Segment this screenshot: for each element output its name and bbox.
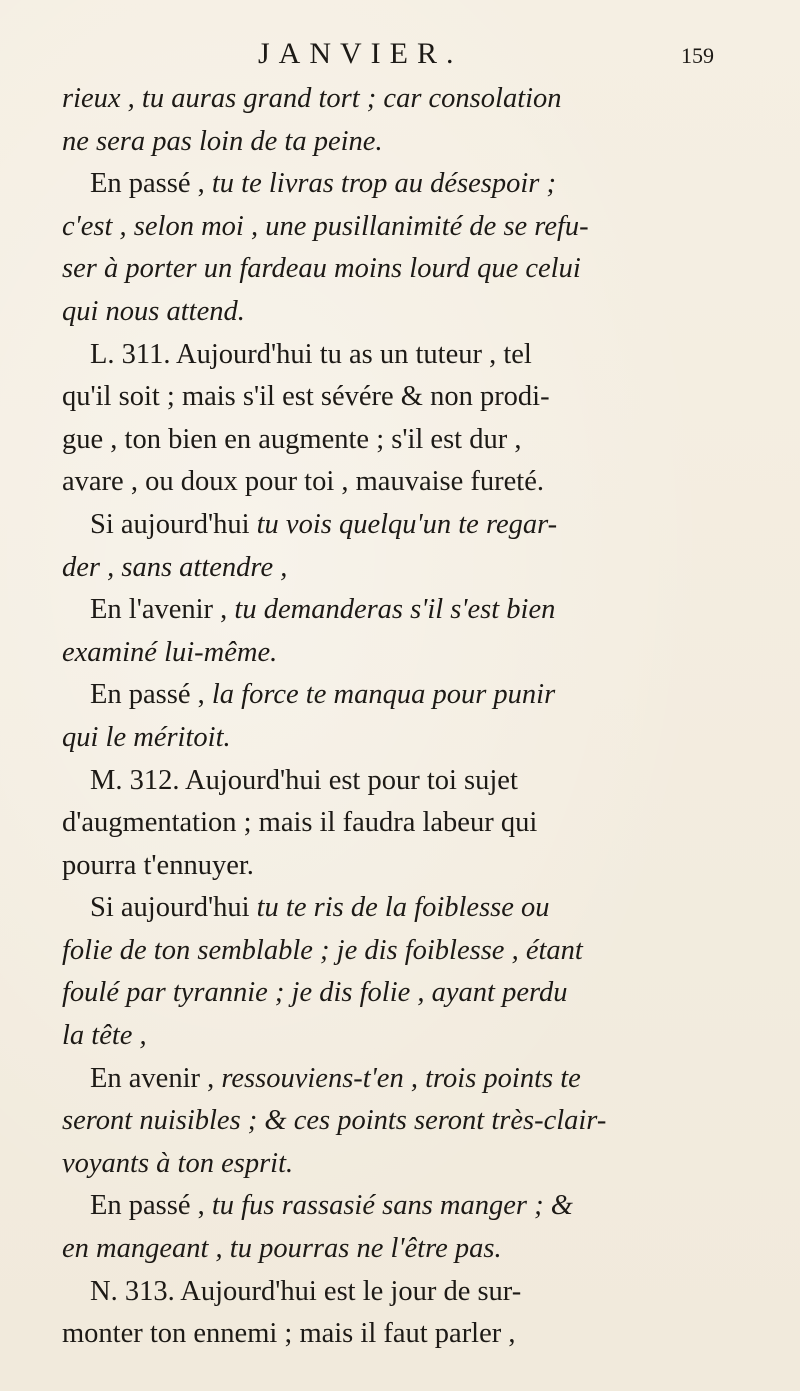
text-line — [62, 334, 742, 377]
text-line — [62, 1015, 742, 1058]
text-run: en mangeant , tu pourras ne l'être pas. — [62, 1233, 502, 1265]
text-run: gue , ton bien en augmente ; s'il est dur , — [62, 423, 522, 455]
text-line — [62, 461, 742, 504]
text-run: la force te manqua pour punir — [211, 679, 556, 711]
text-run: L. 311. Aujourd'hui tu as un tuteur , tel — [90, 338, 532, 370]
text-run: qui le méritoit. — [62, 721, 231, 753]
text-run: En l'avenir , — [90, 594, 235, 626]
text-run: avare , ou doux pour toi , mauvaise fureté. — [62, 466, 544, 498]
page-number: 159 — [681, 43, 714, 68]
text-line — [62, 376, 742, 419]
text-line — [62, 163, 742, 206]
text-run: ser à porter un fardeau moins lourd que celui — [62, 253, 581, 285]
text-run: N. 313. Aujourd'hui est le jour de sur- — [90, 1275, 522, 1307]
text-line — [62, 547, 742, 590]
text-run: c'est , selon moi , une pusillanimité de se refu- — [62, 210, 589, 242]
text-run: monter ton ennemi ; mais il faut parler , — [62, 1318, 516, 1350]
text-run: voyants à ton esprit. — [62, 1147, 294, 1179]
text-line — [62, 248, 742, 291]
text-line — [62, 121, 742, 164]
text-run: qui nous attend. — [62, 295, 245, 327]
text-line — [62, 291, 742, 334]
body-text — [62, 78, 742, 1356]
text-line — [62, 78, 742, 121]
text-line — [62, 760, 742, 803]
text-run: En avenir , — [90, 1062, 222, 1094]
text-line — [62, 589, 742, 632]
text-line — [62, 674, 742, 717]
text-run: M. 312. Aujourd'hui est pour toi sujet — [90, 764, 518, 796]
text-run: la tête , — [62, 1020, 147, 1052]
text-run: pourra t'ennuyer. — [62, 849, 254, 881]
text-run: d'augmentation ; mais il faudra labeur qui — [62, 807, 538, 839]
text-line — [62, 206, 742, 249]
text-line — [62, 717, 742, 760]
text-line — [62, 1313, 742, 1356]
page-header — [0, 34, 800, 74]
text-run: tu demanderas s'il s'est bien — [234, 594, 556, 626]
text-run: examiné lui-même. — [62, 636, 278, 668]
text-run: ressouviens-t'en , trois points te — [221, 1062, 581, 1094]
text-line — [62, 930, 742, 973]
text-line — [62, 1271, 742, 1314]
text-run: qu'il soit ; mais s'il est sévére & non prodi- — [62, 381, 550, 413]
text-line — [62, 887, 742, 930]
text-run: En passé , — [90, 168, 212, 200]
text-line — [62, 802, 742, 845]
text-run: foulé par tyrannie ; je dis folie , ayant perdu — [62, 977, 568, 1009]
text-line — [62, 504, 742, 547]
text-run: En passé , — [90, 1190, 212, 1222]
text-run: rieux , tu auras grand tort ; car consolation — [62, 83, 562, 114]
text-run: En passé , — [90, 679, 212, 711]
text-line — [62, 419, 742, 462]
text-run: folie de ton semblable ; je dis foiblesse , étant — [62, 934, 583, 966]
text-run: seront nuisibles ; & ces points seront très-clair- — [62, 1105, 607, 1137]
text-run: der , sans attendre , — [62, 551, 288, 583]
text-line — [62, 845, 742, 888]
text-line — [62, 1185, 742, 1228]
text-line — [62, 972, 742, 1015]
text-run: tu vois quelqu'un te regar- — [256, 508, 558, 540]
text-line — [62, 1100, 742, 1143]
text-run: tu te ris de la foiblesse ou — [256, 892, 550, 924]
text-line — [62, 1228, 742, 1271]
text-line — [62, 1058, 742, 1101]
text-line — [62, 632, 742, 675]
text-run: tu fus rassasié sans manger ; & — [211, 1190, 573, 1222]
text-line — [62, 1143, 742, 1186]
text-run: tu te livras trop au désespoir ; — [211, 168, 556, 200]
text-run: ne sera pas loin de ta peine. — [62, 125, 383, 157]
running-title: JANVIER. — [258, 37, 463, 70]
text-run: Si aujourd'hui — [90, 508, 257, 540]
text-run: Si aujourd'hui — [90, 892, 257, 924]
